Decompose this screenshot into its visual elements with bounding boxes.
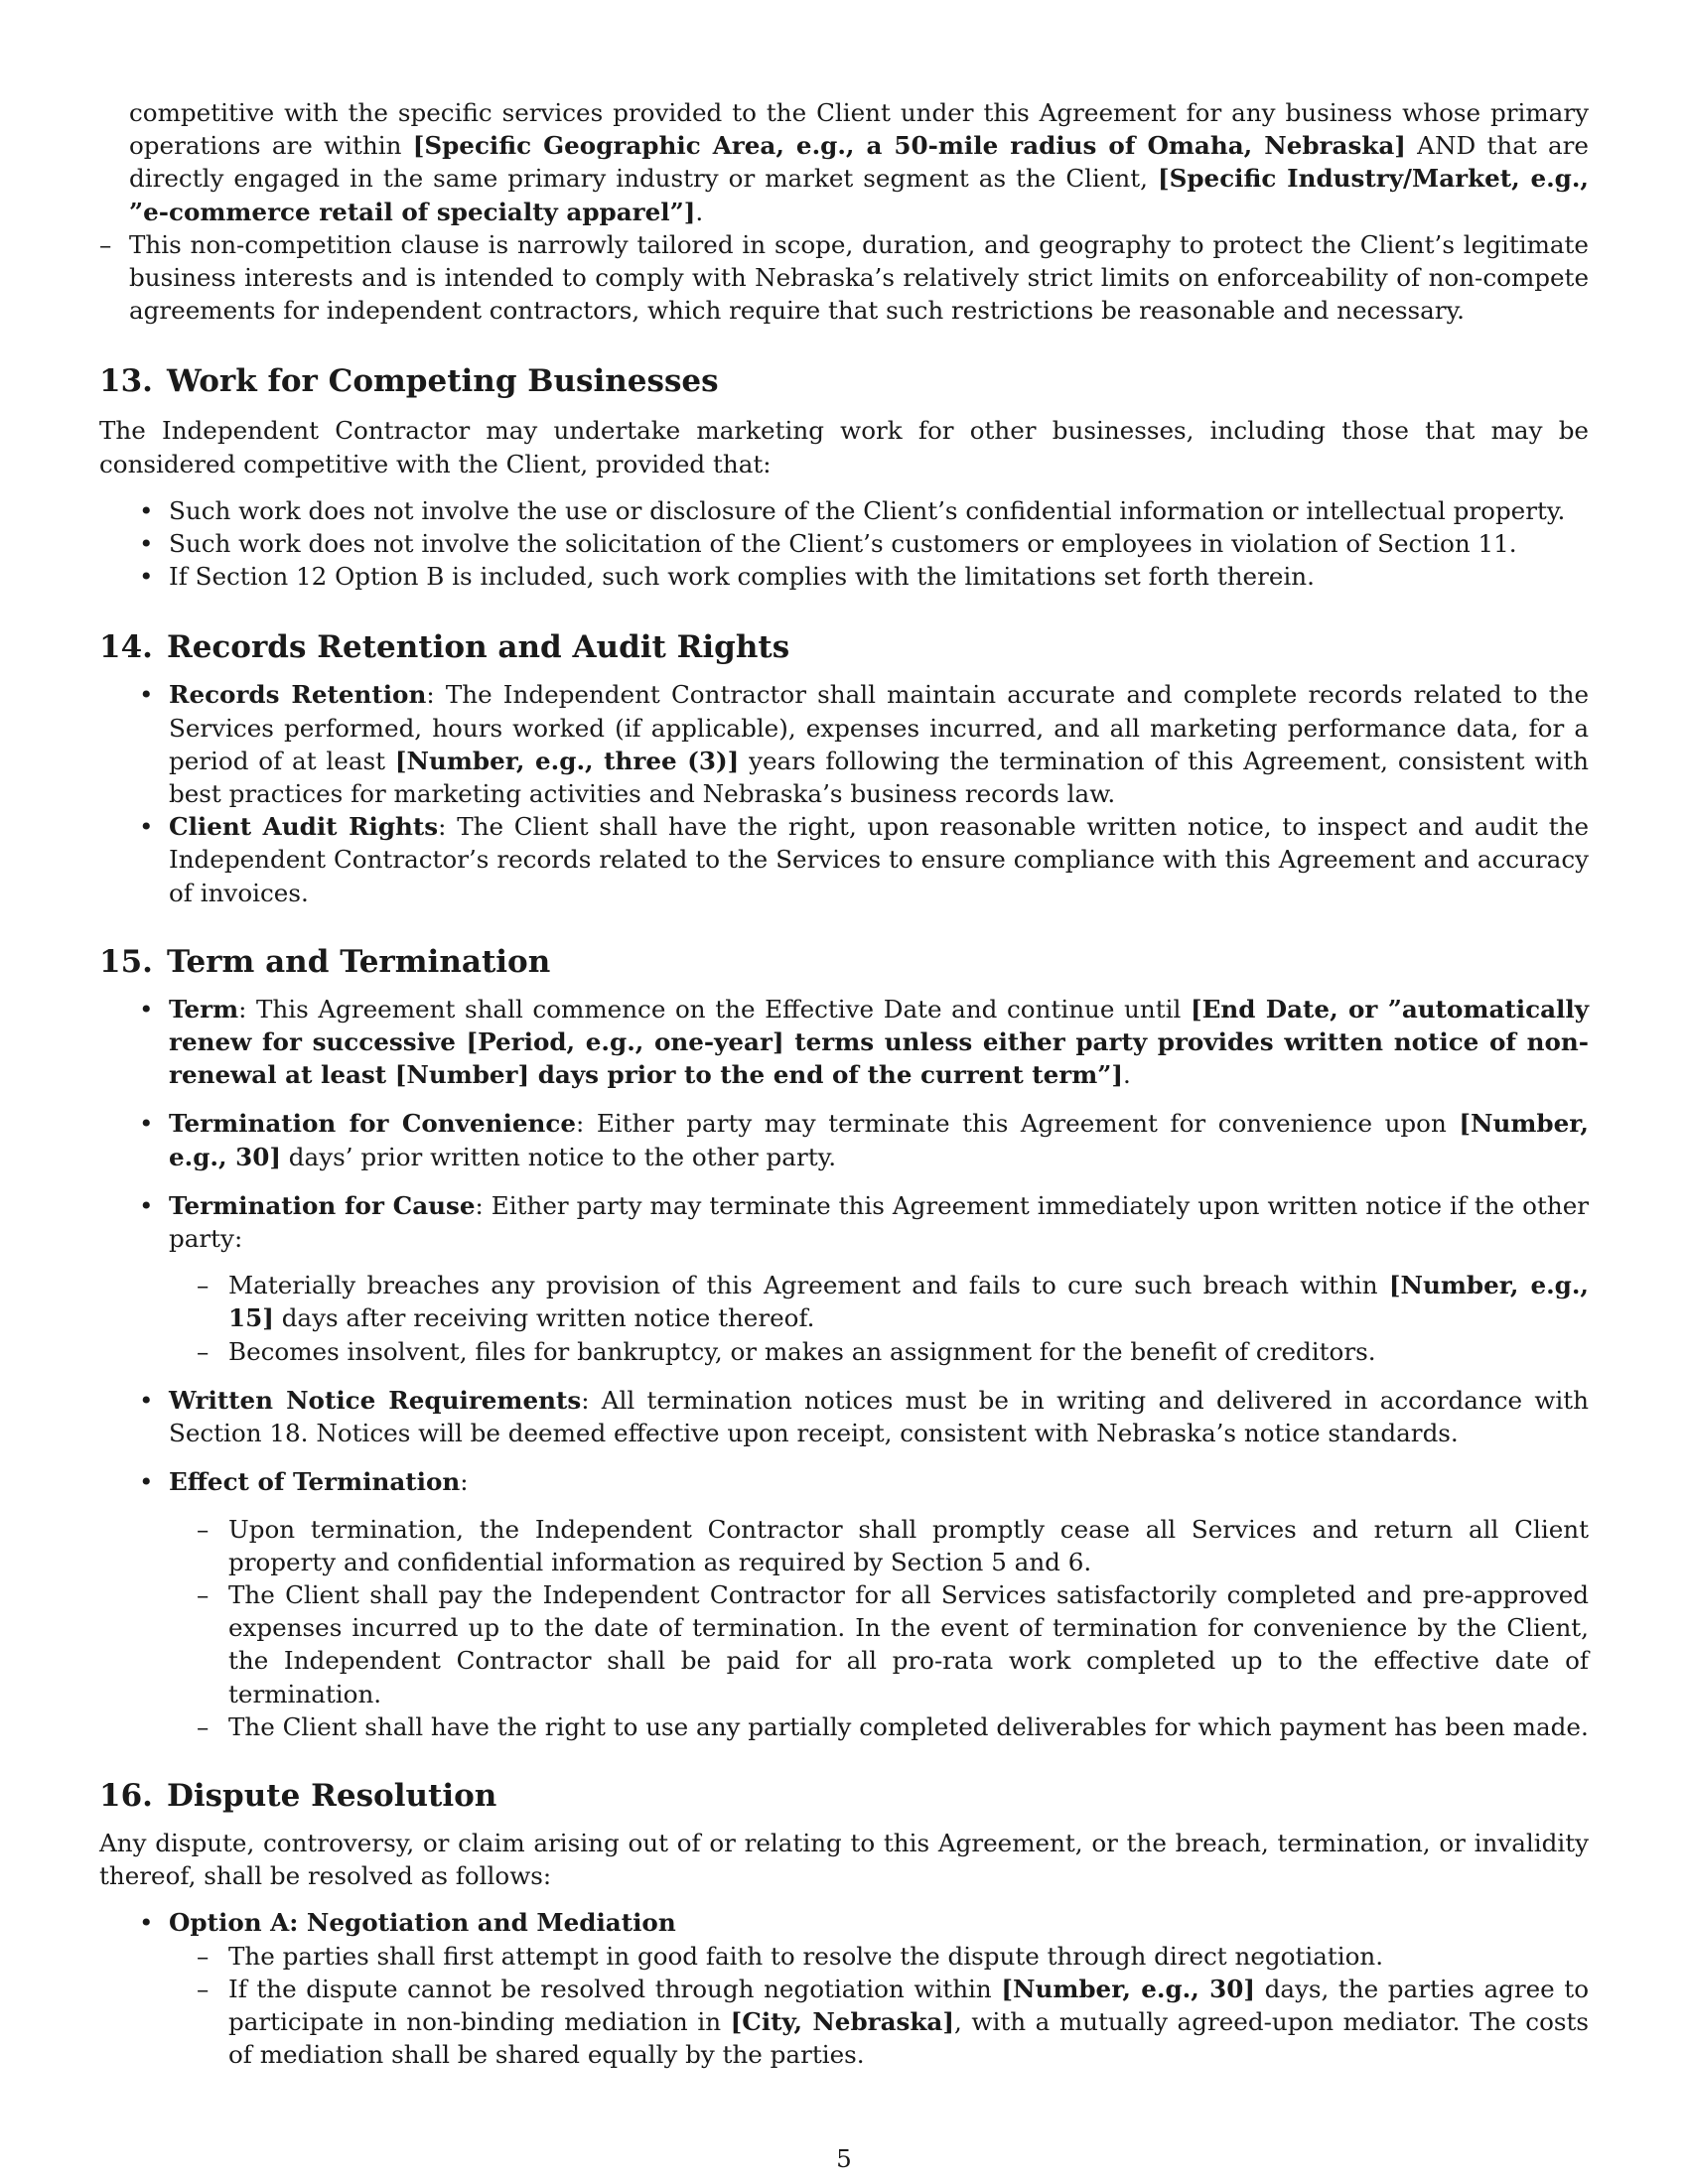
body-text: : The Independent Contractor shall maintain accurate and complete records related to the Services performed, hours worked (if applicable), expenses incurred, and all marketing performance data, for a period of at least (169, 680, 1589, 775)
body-text: If the dispute cannot be resolved through negotiation within (228, 1974, 1002, 2003)
section-intro: Any dispute, controversy, or claim arising out of or relating to this Agreement, or the breach, termination, or invalidity thereof, shall be resolved as follows: (99, 1828, 1589, 1891)
section-number: 13. (99, 363, 153, 400)
body-text: . (695, 197, 704, 226)
sub-list (169, 1269, 1589, 1368)
section-heading (99, 1777, 1589, 1815)
item-label: Records Retention (169, 680, 427, 710)
list-item: • Such work does not involve the use or disclosure of the Client’s confidential information or intellectual property. (99, 494, 1589, 527)
section-title: Records Retention and Audit Rights (166, 629, 790, 666)
section-intro: The Independent Contractor may undertake marketing work for other businesses, including those that may be considered competitive with the Client, provided that: (99, 416, 1589, 478)
placeholder-text: [Number, e.g., three (3)] (394, 746, 740, 775)
page-number: 5 (836, 2144, 852, 2173)
section-title: Work for Competing Businesses (166, 363, 719, 400)
list-item (99, 1465, 1589, 1743)
placeholder-text: [Specific Geographic Area, e.g., a 50-mile radius of Omaha, Nebraska] (412, 131, 1406, 161)
item-label: Termination for Convenience (169, 1109, 576, 1139)
item-label: Written Notice Requirements (169, 1385, 582, 1415)
section-number: 16. (99, 1777, 153, 1814)
list-item (99, 993, 1589, 1092)
body-text: This non-competition clause is narrowly tailored in scope, duration, and geography to protect the Client’s legitimate business interests and is intended to comply with Nebraska’s relatively strict limits on enforceability of non-compete agreements for independent contractors, which require that such restrictions be reasonable and necessary. (129, 229, 1589, 326)
placeholder-text: [Number, e.g., 30] (169, 1109, 1589, 1171)
section-title: Dispute Resolution (166, 1777, 497, 1814)
sub-list-item (169, 1973, 1589, 2072)
body-text: days after receiving written notice thereof. (273, 1303, 815, 1333)
body-text: competitive with the specific services provided to the Client under this Agreement for any business whose primary operations are within (129, 98, 1589, 161)
item-label: Effect of Termination (169, 1467, 461, 1497)
bullet-list (99, 494, 1589, 594)
sub-list-item (169, 1269, 1589, 1334)
placeholder-text: [End Date, or ”automatically renew for successive [Period, e.g., one-year] terms unless either party provides written notice of non-renewal at least [Number] days prior to the end of the current term”] (169, 994, 1589, 1090)
placeholder-text: [Number, e.g., 30] (1001, 1974, 1255, 2003)
body-text: AND that are directly engaged in the same primary industry or market segment as the Client, (129, 131, 1589, 194)
placeholder-text: [Number, e.g., 15] (228, 1271, 1589, 1333)
list-item (99, 810, 1589, 909)
body-text: Materially breaches any provision of this Agreement and fails to cure such breach within (228, 1271, 1389, 1300)
bullet-list (99, 678, 1589, 908)
body-text: years following the termination of this Agreement, consistent with best practices for marketing activities and Nebraska’s business records law. (169, 746, 1589, 809)
sub-list-item: – The Client shall pay the Independent Contractor for all Services satisfactorily completed and pre-approved expenses incurred up to the date of termination. In the event of termination for convenience by the Client, the Independent Contractor shall be paid for all pro-rata work completed up to the effective date of termination. (169, 1578, 1589, 1710)
sub-list (169, 1940, 1589, 2072)
bullet-list (99, 1906, 1589, 2071)
placeholder-text: [Specific Industry/Market, e.g., ”e-commerce retail of specialty apparel”] (129, 164, 1589, 226)
item-label: Termination for Cause (169, 1190, 476, 1220)
list-item (99, 1107, 1589, 1172)
body-text: : The Client shall have the right, upon reasonable written notice, to inspect and audit the Independent Contractor’s records related to the Services to ensure compliance with this Agreement and accuracy of invoices. (169, 812, 1589, 907)
list-item (99, 678, 1589, 810)
list-item (99, 1906, 1589, 2071)
sub-list (169, 1513, 1589, 1743)
body-text: . (1123, 1060, 1131, 1090)
list-item: • If Section 12 Option B is included, such work complies with the limitations set forth therein. (99, 560, 1589, 593)
body-text: : (460, 1467, 469, 1497)
list-item (99, 1384, 1589, 1449)
section-heading (99, 362, 1589, 400)
body-text: days’ prior written notice to the other party. (280, 1142, 837, 1171)
item-label: Client Audit Rights (169, 812, 439, 842)
list-item (0, 96, 1589, 228)
body-text: days, the parties agree to participate in non-binding mediation in (228, 1974, 1589, 2036)
section-title: Term and Termination (166, 943, 551, 980)
document-page (99, 96, 1589, 2071)
section-number: 15. (99, 943, 153, 980)
section-heading (99, 628, 1589, 666)
item-label: Term (169, 994, 239, 1024)
sub-list-item: – Upon termination, the Independent Contractor shall promptly cease all Services and return all Client property and confidential information as required by Section 5 and 6. (169, 1513, 1589, 1578)
list-item (99, 1189, 1589, 1368)
body-text: : Either party may terminate this Agreement immediately upon written notice if the other party: (169, 1190, 1590, 1254)
body-text: : This Agreement shall commence on the Effective Date and continue until (238, 994, 1191, 1024)
section-number: 14. (99, 629, 153, 666)
body-text: : All termination notices must be in writing and delivered in accordance with Section 18. Notices will be deemed effective upon receipt, consistent with Nebraska’s notice standards. (169, 1385, 1590, 1448)
placeholder-text: [City, Nebraska] (730, 2006, 955, 2036)
continuation-list (0, 96, 1589, 327)
bullet-list (99, 993, 1589, 1743)
body-text: : Either party may terminate this Agreement for convenience upon (576, 1109, 1460, 1139)
item-label: Option A: Negotiation and Mediation (169, 1908, 676, 1938)
list-item (0, 228, 1589, 328)
section-heading (99, 943, 1589, 981)
sub-list-item: – The Client shall have the right to use any partially completed deliverables for which payment has been made. (169, 1710, 1589, 1743)
body-text: , with a mutually agreed-upon mediator. The costs of mediation shall be shared equally by the parties. (228, 2006, 1590, 2070)
sub-list-item: – The parties shall first attempt in good faith to resolve the dispute through direct negotiation. (169, 1940, 1589, 1973)
sub-list-item: – Becomes insolvent, files for bankruptcy, or makes an assignment for the benefit of creditors. (169, 1335, 1589, 1368)
list-item: • Such work does not involve the solicitation of the Client’s customers or employees in violation of Section 11. (99, 527, 1589, 560)
